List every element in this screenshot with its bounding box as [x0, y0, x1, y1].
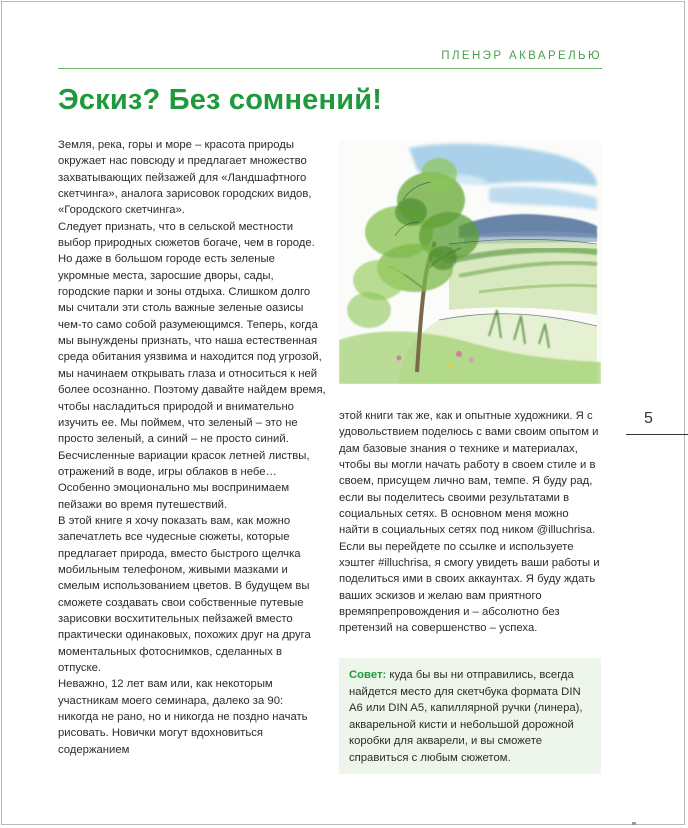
right-column — [339, 408, 601, 637]
tip-label: Совет: — [349, 669, 387, 681]
page-title: Эскиз? Без сомнений! — [58, 84, 383, 116]
header-rule — [58, 68, 602, 69]
paragraph: В этой книге я хочу показать вам, как можно запечатлеть все чудесные сюжеты, которые предлагает природа, вместо быстрого щелчка мобильным телефоном, живыми мазками и смелым использованием цветов. В будущем вы сможете создавать свои собственные путевые зарисовки восхитительных пейзажей вместо практически одинаковых, похожих друг на друга моментальных фотоснимков, сделанных в отпуске. — [58, 514, 311, 674]
left-column — [58, 137, 326, 758]
paragraph: Следует признать, что в сельской местности выбор природных сюжетов богаче, чем в городе. Но даже в большом городе есть зеленые укромные места, заросшие дворы, сады, городские парки и зоны отдыха. Слишком долго мы считали эти столь важные зеленые оазисы чем-то само собой разумеющимся. Теперь, когда мы вынуждены признать, что наша естественная среда обитания уязвима и находится под угрозой, мы начинаем открывать глаза и относиться к ней более осознанно. Поэтому давайте найдем время, чтобы насладиться природой и внимательно изучить ее. Мы поймем, что зеленый – это не просто зеленый, а синий – не просто синий. Бесчисленные вариации красок летней листвы, отражений в воде, игры облаков в небе… — [58, 220, 326, 478]
paragraph: Земля, река, горы и море – красота природы окружает нас повсюду и предлагает множество захватывающих пейзажей для «Ландшафтного скетчинга», аналога зарисовок городских видов, «Городского скетчинга». — [58, 139, 312, 217]
tip-text: куда бы вы ни отправились, всегда найдется место для скетчбука формата DIN A6 или DIN A5, капиллярной ручки (линера), акварельной кисти и небольшой дорожной коробки для акварели, и вы сможете справиться с любым сюжетом. — [349, 669, 583, 764]
running-head: ПЛЕНЭР АКВАРЕЛЬЮ — [441, 50, 602, 62]
corner-mark — [632, 822, 636, 825]
watercolor-landscape-illustration — [339, 140, 601, 384]
paragraph: Особенно эмоционально мы воспринимаем пейзажи во время путешествий. — [58, 482, 290, 511]
page-number: 5 — [644, 410, 653, 427]
paragraph: Неважно, 12 лет вам или, как некоторым участникам моего семинара, далеко за 90: никогда не рано, но и никогда не поздно начать рисовать. Новички могут вдохновиться содержанием — [58, 678, 308, 756]
page-number-rule — [626, 434, 688, 435]
paragraph: этой книги так же, как и опытные художники. Я с удовольствием поделюсь с вами своим опытом и дам базовые знания о технике и материалах, чтобы вы могли начать работу в своем стиле и в своем, присущем лично вам, темпе. Я буду рад, если вы поделитесь своими результатами в социальных сетях. В основном меня можно найти в социальных сетях под ником @illuchrisa. Если вы перейдете по ссылке и используете хэштег #illuchrisa, я смогу увидеть ваши работы и поделиться ими в своих аккаунтах. Я буду ждать ваших эскизов и желаю вам приятного времяпрепровождения и – абсолютно без претензий на совершенство – успеха. — [339, 410, 600, 635]
tip-box — [339, 658, 601, 774]
